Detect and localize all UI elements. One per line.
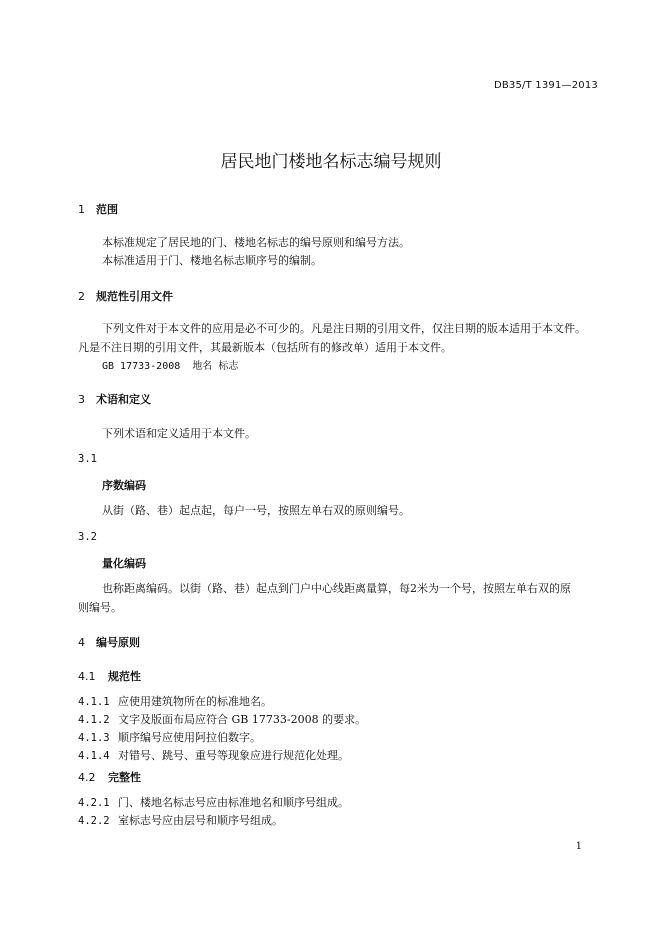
clause-number: 4.1.3 — [78, 732, 110, 744]
paragraph-line: 则编号。 — [78, 601, 122, 614]
document-title: 居民地门楼地名标志编号规则 — [220, 152, 442, 172]
paragraph-line: 下列文件对于本文件的应用是必不可少的。凡是注日期的引用文件，仅注日期的版本适用于本文件。 — [102, 322, 586, 335]
clause-text: 应使用建筑物所在的标准地名。 — [118, 695, 272, 708]
section-title: 编号原则 — [96, 636, 140, 649]
section-1-heading — [78, 201, 118, 217]
clause-number: 4.2.2 — [78, 815, 110, 827]
section-number: 4 — [78, 636, 85, 649]
subsection-4-1-heading — [78, 668, 141, 684]
section-1-paragraph-1: 本标准规定了居民地的门、楼地名标志的编号原则和编号方法。 — [102, 236, 410, 249]
section-2-paragraph — [78, 319, 600, 357]
section-3-heading — [78, 391, 151, 407]
term-3-1-name: 序数编码 — [102, 479, 146, 492]
term-3-1-definition: 从街（路、巷）起点起，每户一号，按照左单右双的原则编号。 — [102, 504, 410, 517]
section-1-paragraph-2: 本标准适用于门、楼地名标志顺序号的编制。 — [102, 254, 322, 267]
term-3-2-definition — [78, 579, 600, 617]
paragraph-line: 凡是不注日期的引用文件，其最新版本（包括所有的修改单）适用于本文件。 — [78, 341, 452, 354]
term-3-2-name: 量化编码 — [102, 557, 146, 570]
clause-number: 4.1.1 — [78, 696, 110, 708]
subsection-title: 规范性 — [108, 670, 141, 683]
clause-number: 4.2.1 — [78, 797, 110, 809]
term-3-2-number: 3.2 — [78, 531, 97, 543]
clause-4-1-2 — [78, 711, 366, 727]
term-3-1-number: 3.1 — [78, 453, 97, 465]
subsection-title: 完整性 — [108, 771, 141, 784]
section-2-heading — [78, 288, 173, 304]
clause-4-2-2 — [78, 812, 283, 828]
subsection-number: 4.1 — [78, 670, 96, 683]
section-3-paragraph: 下列术语和定义适用于本文件。 — [102, 427, 256, 440]
section-title: 术语和定义 — [96, 393, 151, 406]
clause-4-1-1 — [78, 693, 272, 709]
clause-4-1-4 — [78, 747, 349, 763]
clause-text: 顺序编号应使用阿拉伯数字。 — [118, 731, 261, 744]
clause-4-1-3 — [78, 729, 261, 745]
clause-number: 4.1.4 — [78, 750, 110, 762]
clause-text: 门、楼地名标志号应由标准地名和顺序号组成。 — [118, 796, 349, 809]
section-4-heading — [78, 634, 140, 650]
clause-number: 4.1.2 — [78, 714, 110, 726]
normative-reference: GB 17733-2008 地名 标志 — [102, 361, 239, 372]
section-number: 1 — [78, 203, 85, 216]
standard-code: DB35/T 1391—2013 — [493, 80, 598, 91]
clause-text: 室标志号应由层号和顺序号组成。 — [118, 814, 283, 827]
subsection-number: 4.2 — [78, 771, 96, 784]
clause-text: 对错号、跳号、重号等现象应进行规范化处理。 — [118, 749, 349, 762]
page-number: 1 — [575, 841, 582, 852]
section-number: 3 — [78, 393, 85, 406]
section-title: 范围 — [96, 203, 118, 216]
section-title: 规范性引用文件 — [96, 290, 173, 303]
section-number: 2 — [78, 290, 85, 303]
clause-text: 文字及版面布局应符合 GB 17733-2008 的要求。 — [118, 713, 367, 726]
clause-4-2-1 — [78, 794, 349, 810]
subsection-4-2-heading — [78, 769, 141, 785]
paragraph-line: 也称距离编码。以街（路、巷）起点到门户中心线距离量算，每2米为一个号，按照左单右双的原 — [102, 582, 571, 595]
